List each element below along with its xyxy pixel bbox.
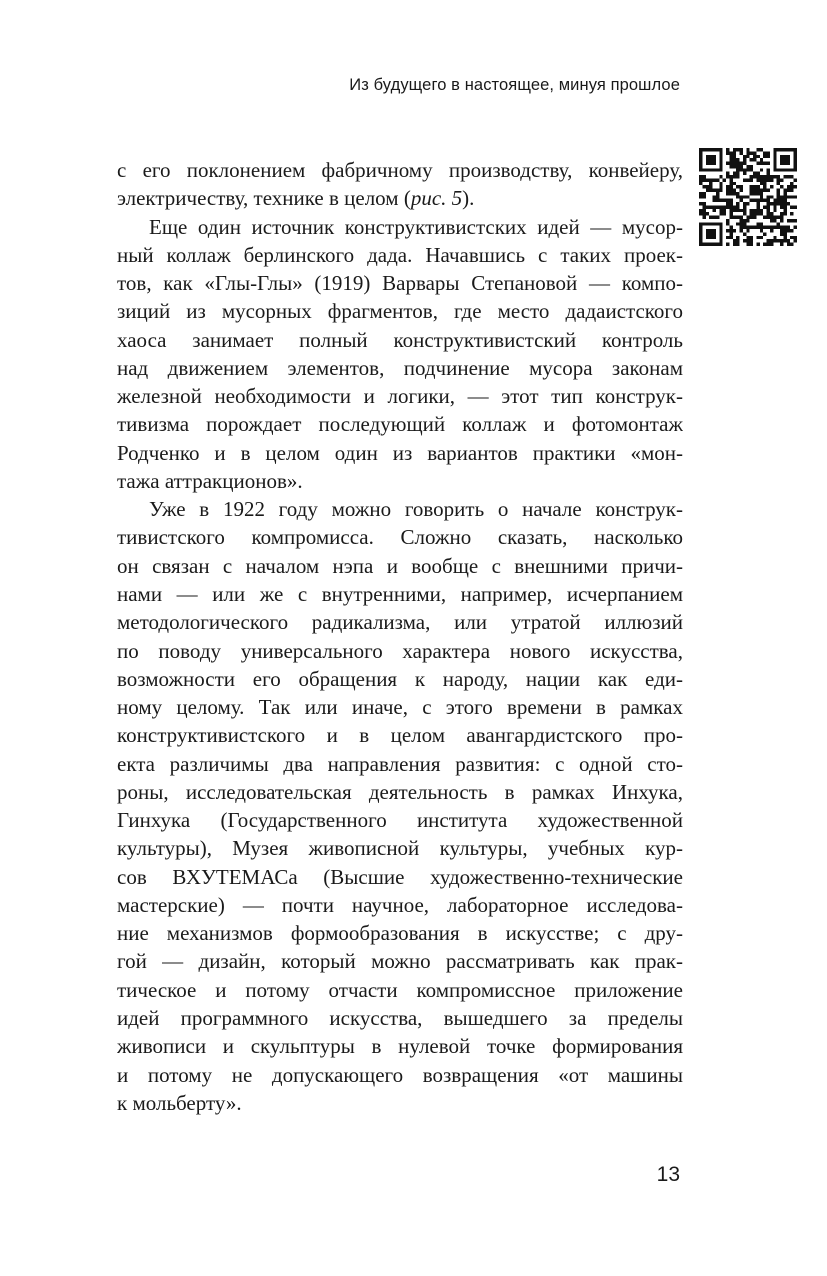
text-line: роны, исследовательская деятельность в рамках Инхука, — [117, 779, 683, 804]
text-line: возможности его обращения к народу, нации как еди- — [117, 666, 683, 691]
text-line: идей программного искусства, вышедшего за пределы — [117, 1005, 683, 1030]
text-line: железной необходимости и логики, — этот тип конструк- — [117, 384, 683, 409]
text-line: Еще один источник конструктивистских идей — мусор- — [149, 214, 683, 239]
text-line: к мольберту». — [117, 1090, 242, 1115]
figure-reference: рис. 5 — [410, 186, 463, 211]
text-line: гой — дизайн, который можно рассматривать как прак- — [117, 949, 683, 974]
text-line: нами — или же с внутренними, например, исчерпанием — [117, 581, 683, 606]
text-line: конструктивистского и в целом авангардистского про- — [117, 723, 683, 748]
text-line: над движением элементов, подчинение мусора законам — [117, 355, 683, 380]
text-line: с его поклонением фабричному производству, конвейеру, — [117, 158, 683, 182]
text-line: он связан с началом нэпа и вообще с внешними причи- — [117, 553, 683, 578]
page-number: 13 — [656, 1163, 680, 1186]
text-line: живописи и скульптуры в нулевой точке формирования — [117, 1034, 683, 1059]
text-segment: электричеству, технике в целом ( — [117, 186, 411, 211]
text-line: ние механизмов формообразования в искусстве; с дру- — [117, 921, 683, 946]
text-line: тивистского компромисса. Сложно сказать, насколько — [117, 525, 683, 550]
text-line: екта различимы два направления развития: с одной сто- — [117, 751, 683, 776]
text-line: ный коллаж берлинского дада. Начавшись с таких проек- — [117, 242, 683, 267]
text-line: сов ВХУТЕМАСа (Высшие художественно-технические — [117, 864, 683, 889]
text-line: по поводу универсального характера нового искусства, — [117, 638, 683, 663]
text-line: и потому не допускающего возвращения «от машины — [117, 1062, 683, 1087]
text-line: тов, как «Глы-Глы» (1919) Варвары Степановой — компо- — [117, 271, 683, 296]
running-title: Из будущего в настоящее, минуя прошлое — [349, 76, 680, 94]
text-line: методологического радикализма, или утратой иллюзий — [117, 610, 683, 635]
text-line: мастерские) — почти научное, лабораторное исследова- — [117, 892, 683, 917]
text-line: Уже в 1922 году можно говорить о начале конструк- — [149, 497, 683, 522]
text-segment: ). — [462, 186, 475, 211]
text-line: хаоса занимает полный конструктивистский контроль — [117, 327, 683, 352]
qr-code-icon[interactable] — [698, 148, 798, 246]
text-line: Гинхука (Государственного института художественной — [117, 808, 683, 833]
text-line: тивизма порождает последующий коллаж и фотомонтаж — [117, 412, 683, 437]
text-line: тажа аттракционов». — [117, 468, 303, 493]
text-line: культуры), Музея живописной культуры, учебных кур- — [117, 836, 683, 861]
text-line: зиций из мусорных фрагментов, где место дадаистского — [117, 299, 683, 324]
text-line: Родченко и в целом один из вариантов практики «мон- — [117, 440, 683, 465]
text-line: ному целому. Так или иначе, с этого времени в рамках — [117, 695, 683, 720]
text-line — [117, 184, 683, 212]
body-text — [117, 156, 683, 1117]
text-line: тическое и потому отчасти компромиссное приложение — [117, 977, 683, 1002]
